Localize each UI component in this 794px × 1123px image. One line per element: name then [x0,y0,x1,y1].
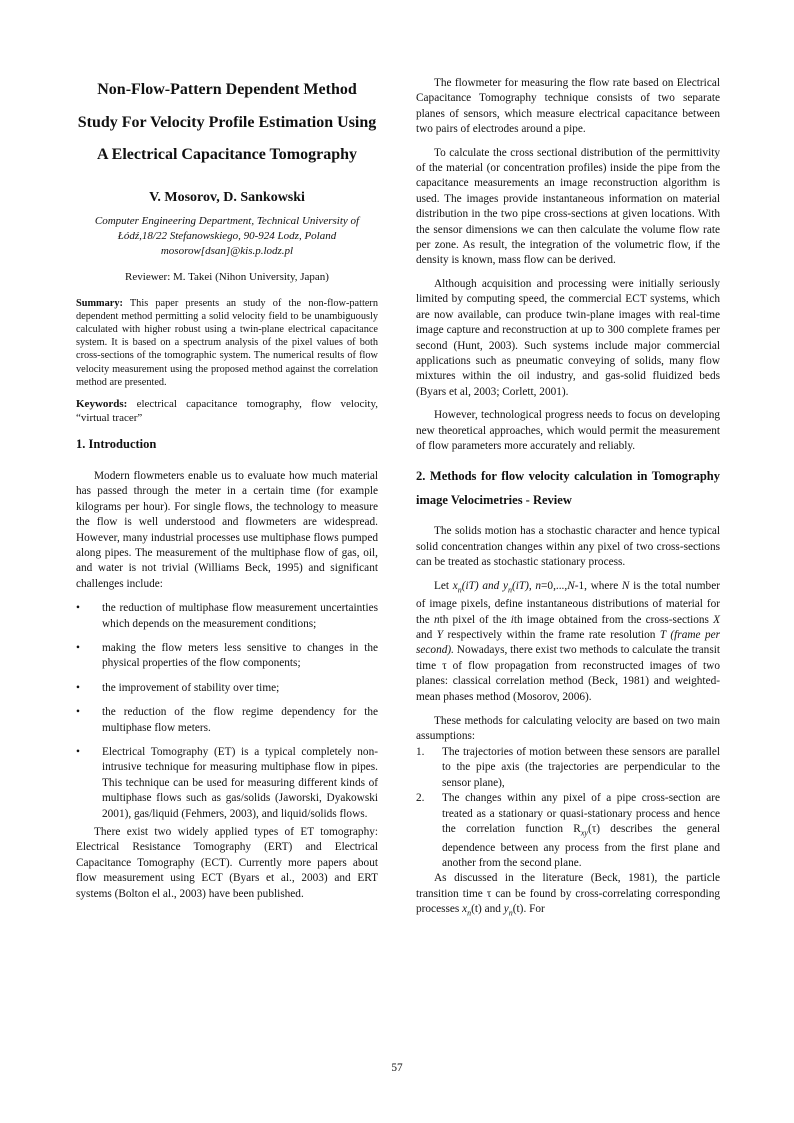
right-column [416,76,720,921]
list-item: • the improvement of stability over time; [76,681,378,696]
paper-title: Non-Flow-Pattern Dependent Method Study For Velocity Profile Estimation Using A Electrical Capacitance Tomography [77,81,377,163]
reviewer: Reviewer: M. Takei (Nihon University, Japan) [125,270,329,283]
list-item: 2. The changes within any pixel of a pipe cross-section are treated as a stationary or quasi-stationary process and hence the correlation function $R_{xy}(\tau)$ describes the general dependence between any process from the first plane and another from the second plane. [416,792,720,869]
methods-paragraph-1: The solids motion has a stochastic character and hence typical solid concentration changes within any pixel of two cross-sections can be treated as stochastic stationary process. [416,525,720,569]
bullet-icon: • [76,602,80,615]
section-2-heading: 2. Methods for flow velocity calculation in Tomography image Velocimetries - Review [416,469,720,508]
list-item: • Electrical Tomography (ET) is a typical completely non-intrusive technique for measuring multiphase flow in pipes. This technique can be used for measuring different kinds of multiphase flows such as gas/solids (Jaworski, Dyakowski 2001), gas/liquid (Fehmers, 2003), and liquid/solids flows. [76,746,378,820]
challenges-list [76,601,378,822]
bullet-icon: • [76,681,80,694]
keywords-text: electrical capacitance tomography, flow velocity, “virtual tracer” [76,397,378,424]
intro-paragraph-4: To calculate the cross sectional distribution of the permittivity of the material (or concentration profiles) inside the pipe from the capacitance measurements an image reconstruction algorithm is used. The images provide instantaneous information on material distribution in the two pipe cross-sections at given locations. With the sensor dimensions we can then calculate the volume flow rate per zone. As result, the integration of the volumetric flow, if the density is known, mass flow can be derived. [416,146,720,267]
keywords [76,397,378,425]
intro-paragraph-6: However, technological progress needs to focus on developing new theoretical approaches, which would permit the measurement of flow parameters more accurately and reliably. [416,409,720,452]
page-number: 57 [391,1062,403,1074]
summary [76,297,378,389]
intro-paragraph-2: There exist two widely applied types of ET tomography: Electrical Resistance Tomography (ERT) and Electrical Capacitance Tomography (ECT). Currently more papers about flow measurement using ECT (Byars et al., 2003) and ERT systems (Bolton el al., 2003) have been published. [76,826,378,900]
left-column [76,76,378,902]
methods-paragraph-3: These methods for calculating velocity are based on two main assumptions: [416,715,720,743]
intro-paragraph-1: Modern flowmeters enable us to evaluate how much material has passed through the meter in a certain time (for example kilograms per hour). For single flows, the technology to measure the flow is well understood and flowmeters are widespread. However, many industrial processes use multiphase flows pumped along pipes. The measurement of the multiphase flow of gas, oil, and water is not trivial (Williams Beck, 1995) and significant challenges include: [76,469,378,590]
bullet-icon: • [76,641,80,654]
intro-paragraph-3: The flowmeter for measuring the flow rate based on Electrical Capacitance Tomography technique consists of two separate planes of sensors, which measure electrical capacitance between two pairs of electrodes around a pipe. [416,77,720,136]
authors: V. Mosorov, D. Sankowski [149,189,305,205]
list-item: • making the flow meters less sensitive to changes in the physical properties of the flow components; [76,641,378,670]
keywords-label: Keywords: [76,397,128,410]
list-item: • the reduction of the flow regime dependency for the multiphase flow meters. [76,706,378,734]
assumptions-list [416,745,720,872]
list-item: 1. The trajectories of motion between these sensors are parallel to the pipe axis (the trajectories are perpendicular to the sensor plane), [416,745,720,789]
bullet-icon: • [76,746,80,759]
affiliation: Computer Engineering Department, Technical University of Łódź,18/22 Stefanowskiego, 90-924 Lodz, Poland mosorow[dsan]@kis.p.lodz.pl [94,214,360,257]
section-1-heading: 1. Introduction [76,436,157,451]
summary-label: Summary: [76,297,123,309]
bullet-icon: • [76,706,80,719]
methods-paragraph-4: As discussed in the literature (Beck, 1981), the particle transition time τ can be found by cross-correlating corresponding processes $x_n(t)$ and $y_n(t)$. For [416,872,720,918]
methods-paragraph-2: Let $x_n(iT)$ and $y_n(iT)$, n=0,...,N-1, where N is the total number of image pixels, define instantaneous distributions of material for the nth pixel of the ith image obtained from the cross-sections X and Y respectively within the frame rate resolution T (frame per second). Nowadays, there exist two methods to calculate the transit time τ of flow propagation from reconstructed images of two planes: classical correlation method (Beck, 1981) and weighted-mean phases method (Mosorov, 2006). [416,579,721,703]
summary-text: This paper presents an study of the non-flow-pattern dependent method permitting a solid velocity field to be unambiguously calculated with higher robust using a twin-plane electrical capacitance system. It is based on a spectrum analysis of the pixel values of both cross-sections of the tomographic system. The numerical results of flow velocity measurement using the proposed method against the correlation method are presented. [76,297,378,388]
list-item: • the reduction of multiphase flow measurement uncertainties which depends on the measurement conditions; [76,602,378,630]
intro-paragraph-5: Although acquisition and processing were initially seriously limited by computing speed, the commercial ECT systems, which are now available, can produce twin-plane images with real-time image capture and reconstruction at up to 300 complete frames per second (Hunt, 2003). Such systems include major commercial applications such as pneumatic conveying of solids, many flow mixtures within the oil industry, and gas-solid fluidized beds (Byars et al, 2003; Corlett, 2001). [416,277,720,398]
